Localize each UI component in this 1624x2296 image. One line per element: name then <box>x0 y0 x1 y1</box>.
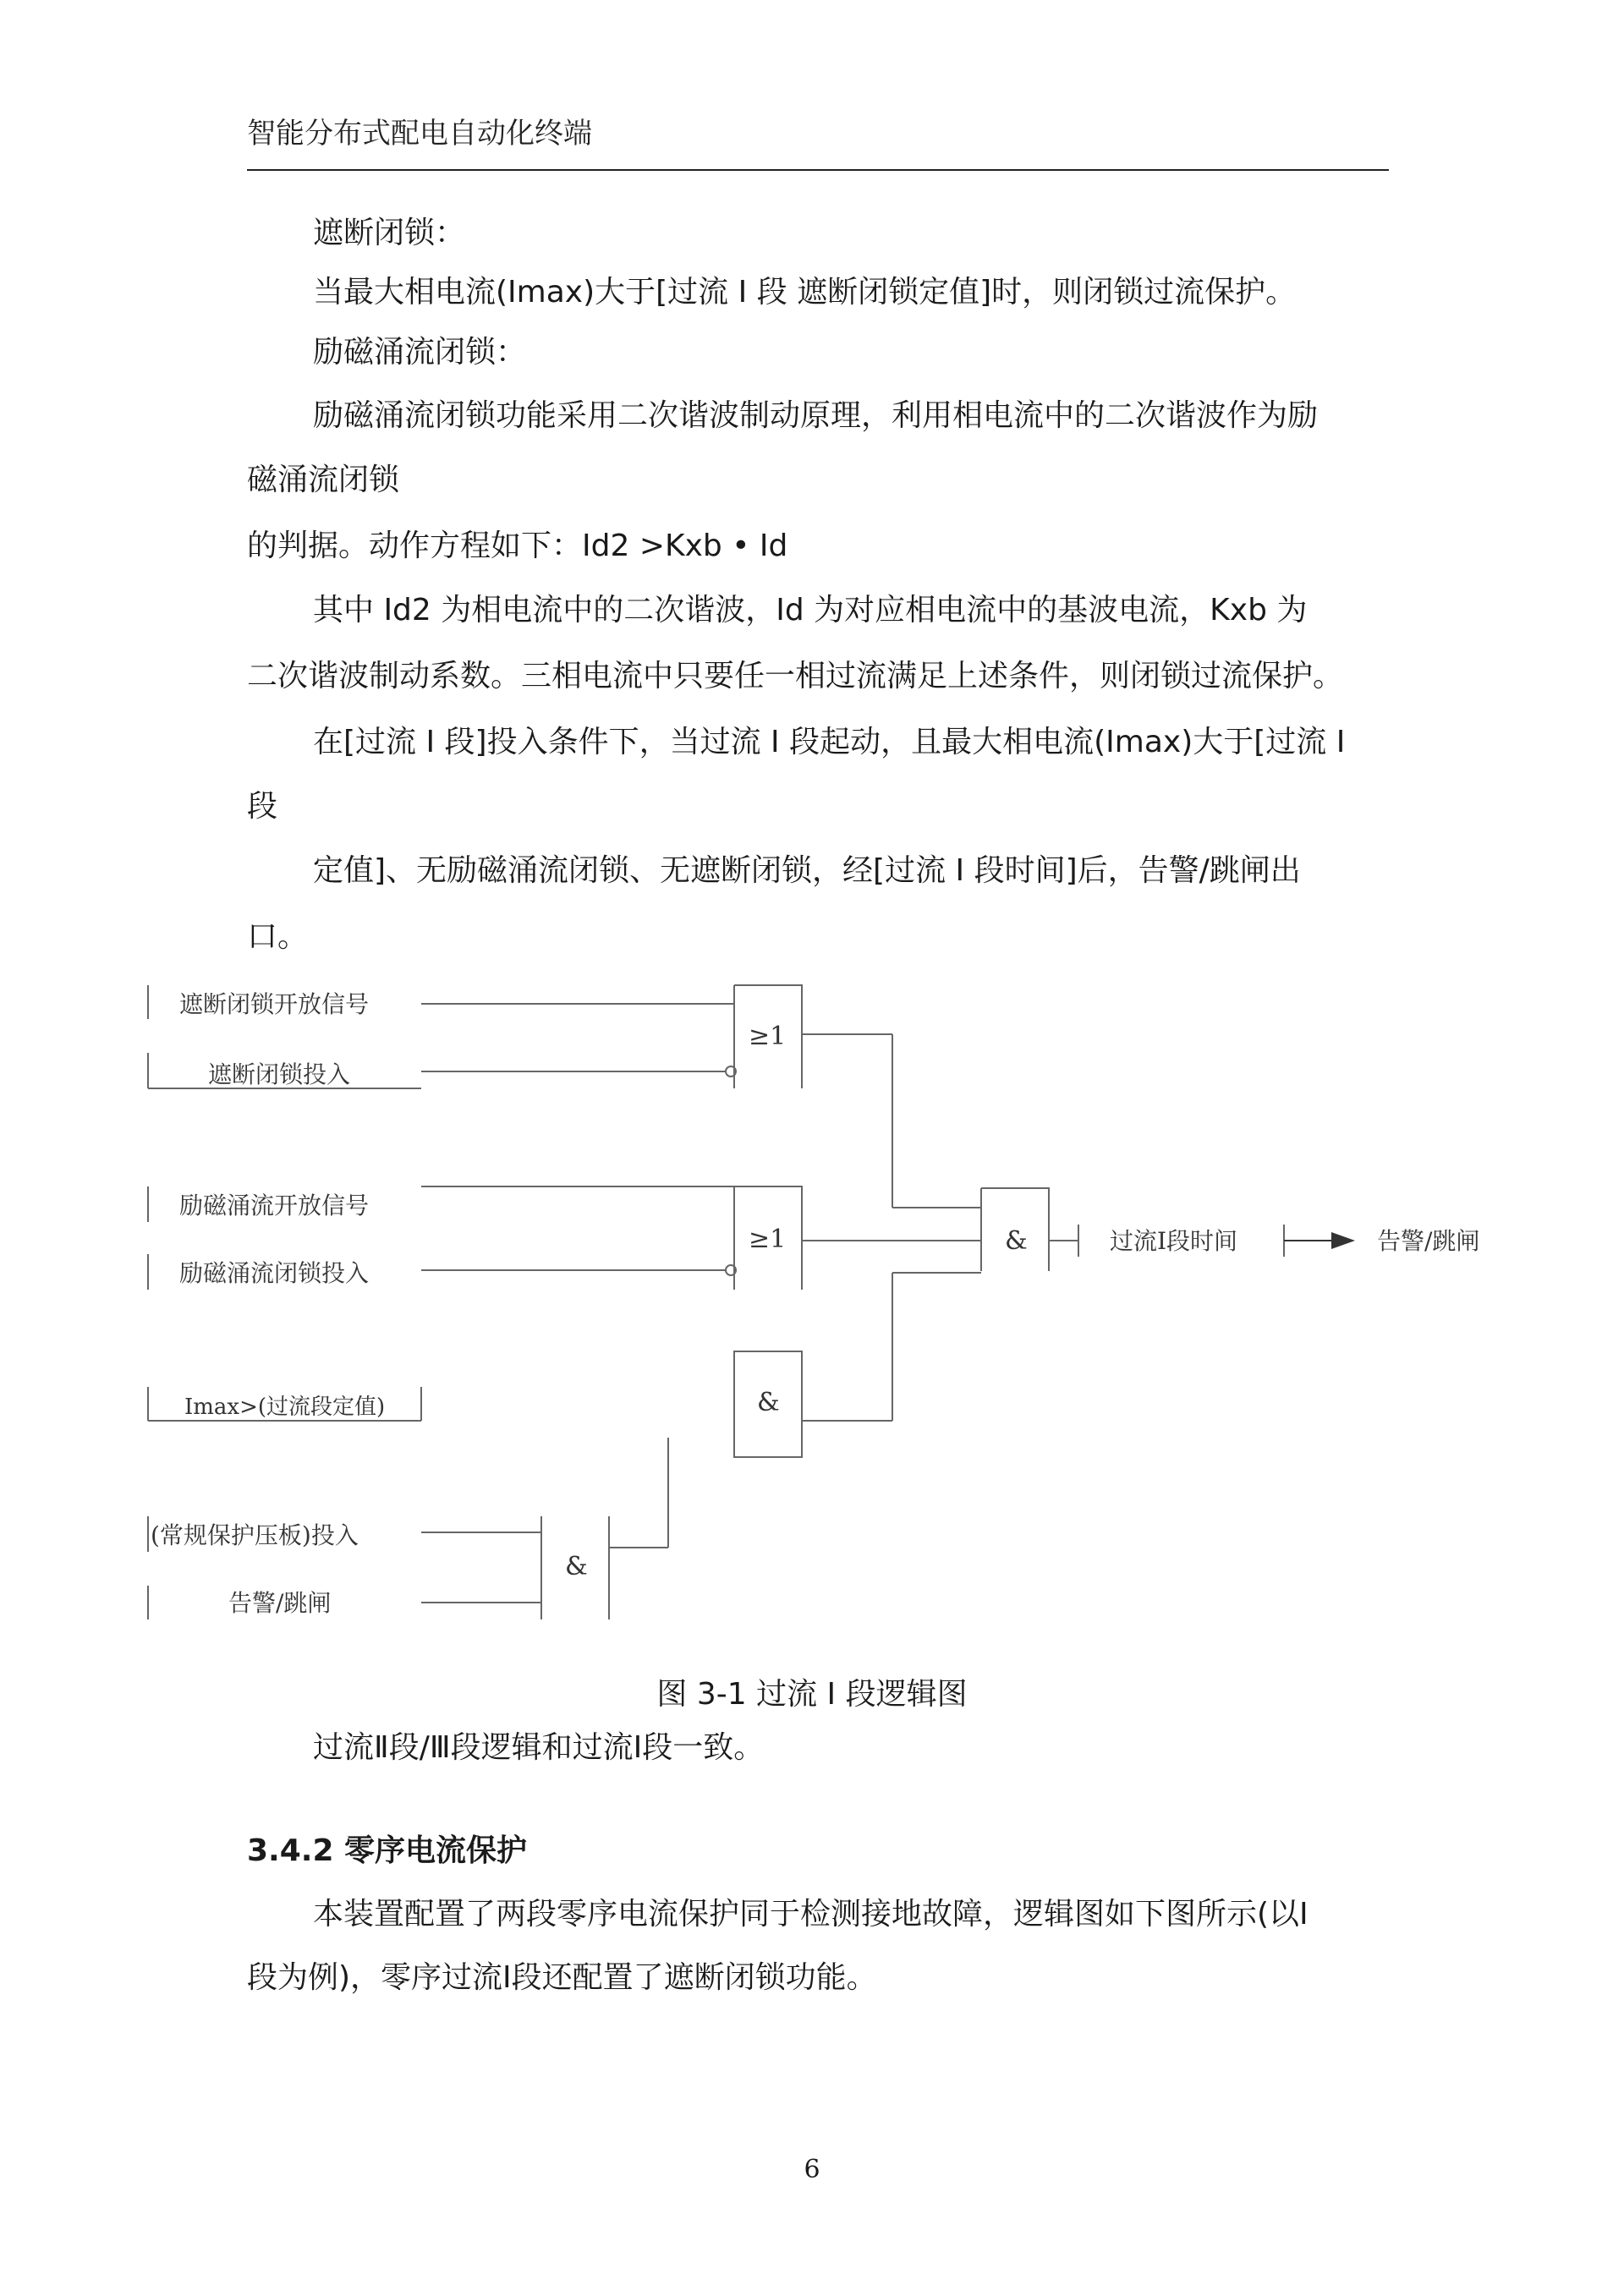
paragraph-line: 定值]、无励磁涌流闭锁、无遮断闭锁，经[过流 Ⅰ 段时间]后，告警/跳闸出 <box>313 853 1301 888</box>
paragraph-line: 励磁涌流闭锁： <box>313 335 527 370</box>
timer-label: 过流Ⅰ段时间 <box>1110 1227 1238 1255</box>
paragraph-line: 其中 Id2 为相电流中的二次谐波，Id 为对应相电流中的基波电流，Kxb 为 <box>313 593 1308 627</box>
paragraph-line: 口。 <box>247 919 309 954</box>
paragraph-line: 磁涌流闭锁 <box>247 463 400 497</box>
output-label: 告警/跳闸 <box>1377 1227 1480 1255</box>
paragraph-line: 段 <box>247 789 278 824</box>
section-heading: 3.4.2 零序电流保护 <box>247 1833 528 1868</box>
input-label: Imax>(过流段定值) <box>184 1395 386 1420</box>
and-gate-plate-label: & <box>565 1552 588 1581</box>
paragraph-line: 二次谐波制动系数。三相电流中只要任一相过流满足上述条件，则闭锁过流保护。 <box>247 659 1344 693</box>
input-label: 励磁涌流开放信号 <box>179 1192 370 1219</box>
paragraph-line: 遮断闭锁： <box>313 216 466 250</box>
paragraph-line: 本装置配置了两段零序电流保护同于检测接地故障，逻辑图如下图所示(以Ⅰ <box>313 1897 1309 1932</box>
input-label: 遮断闭锁开放信号 <box>179 990 370 1018</box>
paragraph-line: 的判据。动作方程如下：Id2 >Kxb • Id <box>247 529 788 563</box>
and-gate-main-label: & <box>1005 1226 1028 1256</box>
and-gate-imax-label: & <box>757 1388 780 1417</box>
paragraph-line: 在[过流 Ⅰ 段]投入条件下，当过流 Ⅰ 段起动，且最大相电流(Imax)大于[过流 Ⅰ <box>313 725 1346 759</box>
paragraph-line: 段为例)，零序过流Ⅰ段还配置了遮断闭锁功能。 <box>247 1960 877 1995</box>
page-number: 6 <box>804 2155 820 2184</box>
or-gate-1-label: ≥1 <box>749 1022 787 1051</box>
paragraph-line: 过流Ⅱ段/Ⅲ段逻辑和过流Ⅰ段一致。 <box>313 1730 765 1765</box>
or-gate-2-label: ≥1 <box>749 1225 787 1254</box>
figure-caption: 图 3-1 过流 Ⅰ 段逻辑图 <box>656 1677 968 1712</box>
input-label: 告警/跳闸 <box>228 1589 332 1617</box>
input-label: 励磁涌流闭锁投入 <box>179 1259 370 1287</box>
input-label: 遮断闭锁投入 <box>208 1060 351 1088</box>
paragraph-line: 励磁涌流闭锁功能采用二次谐波制动原理，利用相电流中的二次谐波作为励 <box>313 398 1319 433</box>
paragraph-line: 当最大相电流(Imax)大于[过流 Ⅰ 段 遮断闭锁定值]时，则闭锁过流保护。 <box>313 275 1297 310</box>
running-header: 智能分布式配电自动化终端 <box>247 117 592 151</box>
input-label: (常规保护压板)投入 <box>151 1521 359 1549</box>
